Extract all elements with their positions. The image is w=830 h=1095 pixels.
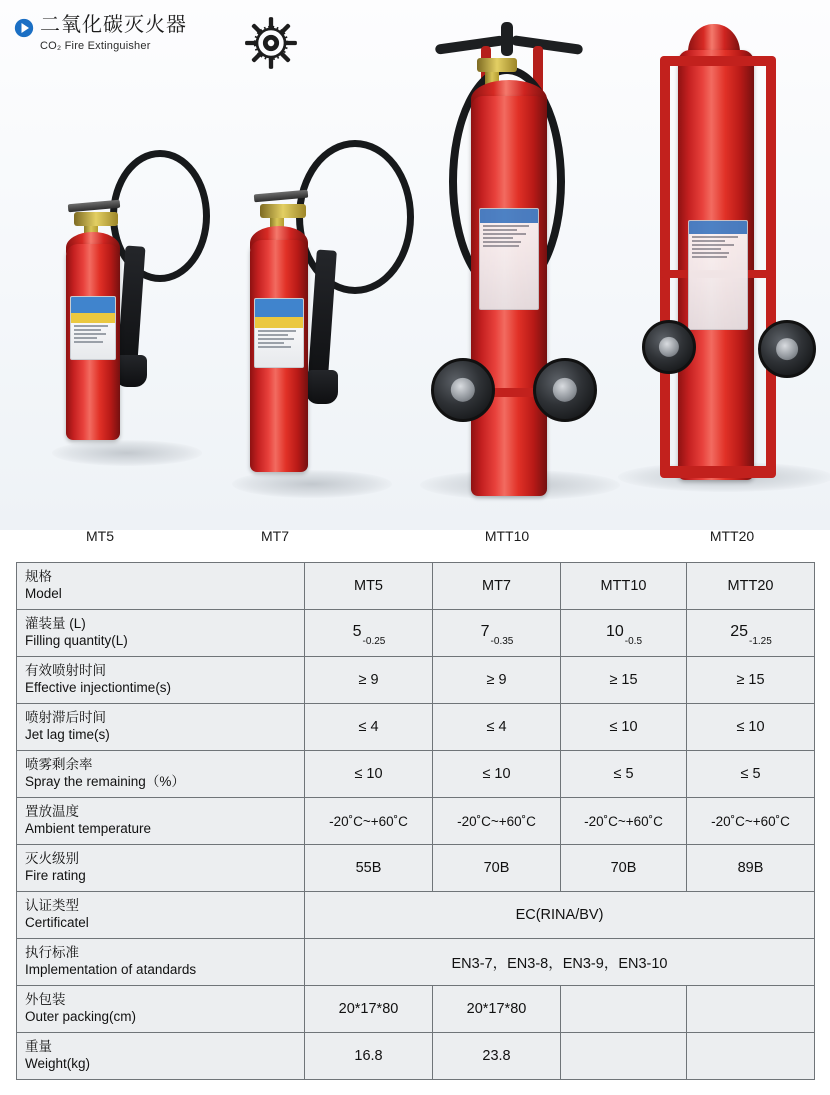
value-sub: -0.25 bbox=[362, 635, 386, 647]
cell-weight-mtt20 bbox=[687, 1033, 815, 1080]
row-header-spray-remaining bbox=[17, 751, 305, 798]
cell-temp-mt7: -20˚C~+60˚C bbox=[433, 798, 561, 845]
cell-spray-mt5: ≤ 10 bbox=[305, 751, 433, 798]
row-header-ambient-temperature bbox=[17, 798, 305, 845]
cell-firerating-mt7: 70B bbox=[433, 845, 561, 892]
table-row bbox=[17, 939, 815, 986]
value-sub: -0.35 bbox=[490, 635, 514, 647]
row-header-certificate bbox=[17, 892, 305, 939]
cell-firerating-mtt10: 70B bbox=[561, 845, 687, 892]
page-header bbox=[14, 14, 187, 53]
row-label-cn: 喷射滞后时间 bbox=[25, 710, 106, 726]
valve-mt7 bbox=[260, 204, 306, 218]
cell-model-mtt10: MTT10 bbox=[561, 563, 687, 610]
label-sticker-mt5 bbox=[70, 296, 116, 360]
cage-rail-right-mtt20 bbox=[766, 56, 776, 476]
handle-left-mtt10 bbox=[435, 35, 506, 55]
hose-mt7 bbox=[296, 140, 414, 294]
cell-firerating-mt5: 55B bbox=[305, 845, 433, 892]
row-label-en: Certificatel bbox=[25, 915, 89, 930]
cell-jetlag-mtt10: ≤ 10 bbox=[561, 704, 687, 751]
cell-temp-mtt10: -20˚C~+60˚C bbox=[561, 798, 687, 845]
horn-mouth-mt7 bbox=[306, 370, 338, 404]
label-sticker-mtt20 bbox=[688, 220, 748, 330]
handle-right-mtt10 bbox=[511, 35, 584, 55]
row-label-cn: 喷雾剩余率 bbox=[25, 757, 93, 773]
wheel-left-mtt10 bbox=[431, 358, 495, 422]
spec-table-wrapper bbox=[16, 562, 814, 1080]
row-header-jet-lag-time bbox=[17, 704, 305, 751]
cell-spray-mtt10: ≤ 5 bbox=[561, 751, 687, 798]
value-sub: -1.25 bbox=[749, 635, 772, 647]
cell-model-mt5: MT5 bbox=[305, 563, 433, 610]
cage-top-mtt20 bbox=[660, 56, 776, 66]
cell-packing-mtt20 bbox=[687, 986, 815, 1033]
cell-temp-mt5: -20˚C~+60˚C bbox=[305, 798, 433, 845]
table-row bbox=[17, 751, 815, 798]
cell-spray-mtt20: ≤ 5 bbox=[687, 751, 815, 798]
row-label-cn: 认证类型 bbox=[25, 898, 79, 914]
product-label-mtt20: MTT20 bbox=[709, 528, 755, 544]
cage-bottom-mtt20 bbox=[660, 466, 776, 478]
row-label-en: Weight(kg) bbox=[25, 1056, 91, 1071]
row-header-model bbox=[17, 563, 305, 610]
row-label-cn: 规格 bbox=[25, 569, 52, 585]
play-badge-icon bbox=[14, 18, 34, 38]
table-row bbox=[17, 798, 815, 845]
table-row bbox=[17, 986, 815, 1033]
value-main: 25 bbox=[730, 623, 748, 641]
cell-injection-mtt20: ≥ 15 bbox=[687, 657, 815, 704]
cell-jetlag-mt7: ≤ 4 bbox=[433, 704, 561, 751]
row-label-en: Outer packing(cm) bbox=[25, 1009, 137, 1024]
row-header-outer-packing bbox=[17, 986, 305, 1033]
label-sticker-mtt10 bbox=[479, 208, 539, 310]
cell-firerating-mtt20: 89B bbox=[687, 845, 815, 892]
row-label-cn: 灭火级别 bbox=[25, 851, 79, 867]
table-row bbox=[17, 1033, 815, 1080]
wheel-right-mtt20 bbox=[758, 320, 816, 378]
wheel-right-mtt10 bbox=[533, 358, 597, 422]
row-label-en: Effective injectiontime(s) bbox=[25, 680, 172, 695]
wheel-left-mtt20 bbox=[642, 320, 696, 374]
cell-weight-mtt10 bbox=[561, 1033, 687, 1080]
product-label-mt5: MT5 bbox=[86, 528, 114, 544]
table-row bbox=[17, 563, 815, 610]
spec-table bbox=[16, 562, 815, 1080]
product-image-mtt10 bbox=[425, 18, 610, 488]
valve-mt5 bbox=[74, 212, 118, 226]
row-header-injection-time bbox=[17, 657, 305, 704]
cell-packing-mt7: 20*17*80 bbox=[433, 986, 561, 1033]
ship-wheel-icon bbox=[244, 16, 298, 70]
row-header-fire-rating bbox=[17, 845, 305, 892]
cell-certificate-all: EC(RINA/BV) bbox=[305, 892, 815, 939]
row-label-en: Ambient temperature bbox=[25, 821, 152, 836]
cell-weight-mt5: 16.8 bbox=[305, 1033, 433, 1080]
value-main: 7 bbox=[480, 623, 490, 641]
cell-filling-mt5 bbox=[305, 610, 433, 657]
row-label-en: Filling quantity(L) bbox=[25, 633, 128, 648]
cell-injection-mt7: ≥ 9 bbox=[433, 657, 561, 704]
row-label-cn: 有效喷射时间 bbox=[25, 663, 106, 679]
cell-jetlag-mtt20: ≤ 10 bbox=[687, 704, 815, 751]
value-main: 10 bbox=[605, 623, 624, 641]
row-header-standards bbox=[17, 939, 305, 986]
cell-filling-mtt20 bbox=[687, 610, 815, 657]
cell-spray-mt7: ≤ 10 bbox=[433, 751, 561, 798]
valve-mtt10 bbox=[477, 58, 517, 72]
product-image-mt5 bbox=[48, 150, 218, 460]
cell-standards-all: EN3-7，EN3-8，EN3-9，EN3-10 bbox=[305, 939, 815, 986]
cell-jetlag-mt5: ≤ 4 bbox=[305, 704, 433, 751]
row-header-weight bbox=[17, 1033, 305, 1080]
cell-filling-mt7 bbox=[433, 610, 561, 657]
row-label-en: Spray the remaining（%） bbox=[25, 774, 185, 789]
label-sticker-mt7 bbox=[254, 298, 304, 368]
cell-weight-mt7: 23.8 bbox=[433, 1033, 561, 1080]
page-title: 二氧化碳灭火器 bbox=[40, 14, 187, 36]
row-label-cn: 置放温度 bbox=[25, 804, 79, 820]
product-label-row bbox=[0, 528, 830, 554]
product-gallery bbox=[0, 0, 830, 530]
value-main: 5 bbox=[352, 623, 362, 641]
row-label-cn: 重量 bbox=[25, 1039, 52, 1055]
product-label-mtt10: MTT10 bbox=[484, 528, 530, 544]
handle-stem-mtt10 bbox=[501, 22, 513, 56]
row-label-en: Model bbox=[25, 586, 62, 601]
cell-model-mtt20: MTT20 bbox=[687, 563, 815, 610]
product-image-mt7 bbox=[232, 130, 422, 480]
value-sub: -0.5 bbox=[624, 635, 643, 647]
row-label-cn: 执行标准 bbox=[25, 945, 79, 961]
cell-injection-mt5: ≥ 9 bbox=[305, 657, 433, 704]
table-row bbox=[17, 892, 815, 939]
table-row bbox=[17, 704, 815, 751]
row-label-en: Fire rating bbox=[25, 868, 86, 883]
cell-model-mt7: MT7 bbox=[433, 563, 561, 610]
cell-packing-mtt10 bbox=[561, 986, 687, 1033]
table-row bbox=[17, 657, 815, 704]
table-row bbox=[17, 610, 815, 657]
product-label-mt7: MT7 bbox=[261, 528, 289, 544]
cell-injection-mtt10: ≥ 15 bbox=[561, 657, 687, 704]
row-header-filling-quantity bbox=[17, 610, 305, 657]
row-label-en: Jet lag time(s) bbox=[25, 727, 110, 742]
cell-temp-mtt20: -20˚C~+60˚C bbox=[687, 798, 815, 845]
table-row bbox=[17, 845, 815, 892]
cage-rail-left-mtt20 bbox=[660, 56, 670, 476]
row-label-cn: 灌装量 (L) bbox=[25, 616, 86, 632]
row-label-cn: 外包装 bbox=[25, 992, 66, 1008]
page-subtitle: CO₂ Fire Extinguisher bbox=[40, 40, 151, 52]
cell-filling-mtt10 bbox=[561, 610, 687, 657]
row-label-en: Implementation of atandards bbox=[25, 962, 197, 977]
cell-packing-mt5: 20*17*80 bbox=[305, 986, 433, 1033]
product-image-mtt20 bbox=[640, 20, 825, 490]
